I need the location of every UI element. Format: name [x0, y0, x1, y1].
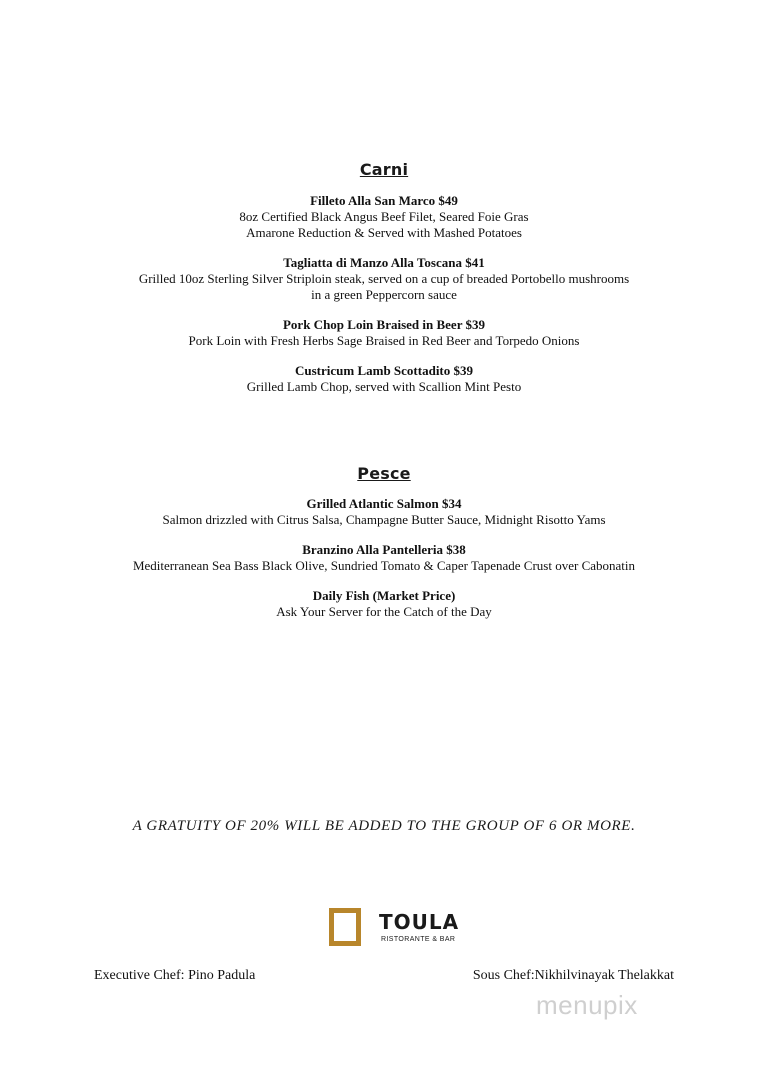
section-title-carni: Carni [359, 160, 409, 179]
menu-item-desc: Grilled 10oz Sterling Silver Striploin steak, served on a cup of breaded Portobello mushrooms [138, 271, 630, 286]
menu-item-name: Custricum Lamb Scottadito $39 [294, 363, 474, 378]
menu-item [0, 588, 768, 620]
menu-item [0, 363, 768, 395]
menu-item-name: Grilled Atlantic Salmon $34 [306, 496, 462, 511]
menu-item-desc: in a green Peppercorn sauce [311, 287, 457, 302]
menu-item-name: Daily Fish (Market Price) [312, 588, 456, 603]
menu-item-desc: Mediterranean Sea Bass Black Olive, Sundried Tomato & Caper Tapenade Crust over Cabonatin [132, 558, 636, 573]
menu-item-desc: Grilled Lamb Chop, served with Scallion Mint Pesto [246, 379, 522, 394]
logo-name: TOULA [379, 910, 460, 934]
menu-item-name: Tagliatta di Manzo Alla Toscana $41 [283, 255, 485, 270]
logo-subtitle: RISTORANTE & BAR [381, 936, 456, 943]
menu-item-desc: Pork Loin with Fresh Herbs Sage Braised in Red Beer and Torpedo Onions [188, 333, 580, 348]
menu-item [0, 255, 768, 303]
watermark: menupix [536, 990, 638, 1020]
logo-frame-icon [329, 908, 361, 946]
sous-chef: Sous Chef:Nikhilvinayak Thelakkat [472, 968, 674, 983]
executive-chef: Executive Chef: Pino Padula [94, 968, 256, 983]
menu-item [0, 317, 768, 349]
menu-item-name: Pork Chop Loin Braised in Beer $39 [282, 317, 485, 332]
menu-item-desc: Amarone Reduction & Served with Mashed Potatoes [246, 225, 522, 240]
menu-item-name: Filleto Alla San Marco $49 [310, 193, 458, 208]
menu-item [0, 193, 768, 241]
gratuity-notice: A GRATUITY OF 20% WILL BE ADDED TO THE GROUP OF 6 OR MORE. [132, 818, 636, 834]
section-title-pesce: Pesce [357, 464, 411, 483]
menu-item-desc: 8oz Certified Black Angus Beef Filet, Seared Foie Gras [239, 209, 529, 224]
menu-item-desc: Salmon drizzled with Citrus Salsa, Champagne Butter Sauce, Midnight Risotto Yams [162, 512, 606, 527]
menu-item-name: Branzino Alla Pantelleria $38 [302, 542, 466, 557]
restaurant-logo [329, 906, 461, 956]
menu-item [0, 542, 768, 574]
menu-item [0, 496, 768, 528]
menu-item-desc: Ask Your Server for the Catch of the Day [276, 604, 492, 619]
